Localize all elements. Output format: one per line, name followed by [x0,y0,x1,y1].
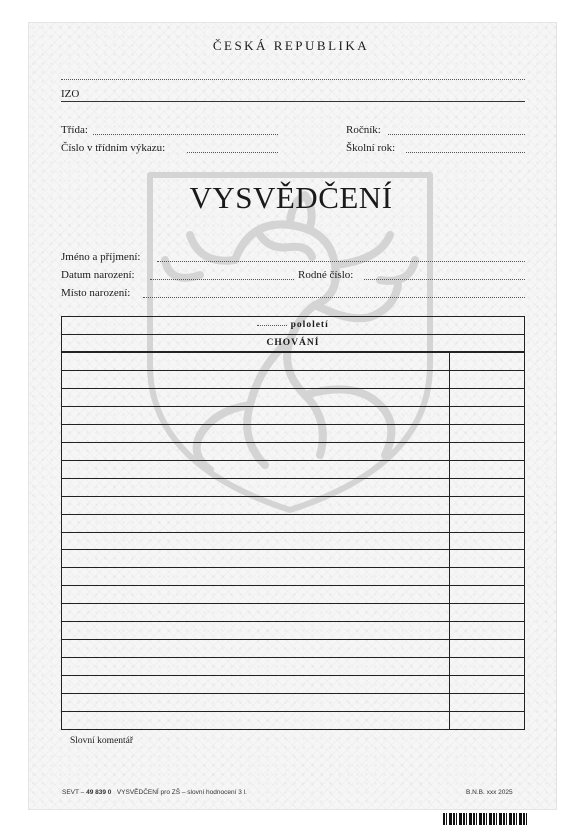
rodne-cislo-label: Rodné číslo: [298,269,354,281]
upper-dotted-line [61,79,525,80]
grid-header-divider [62,334,524,335]
datum-narozeni-label: Datum narození: [61,269,135,281]
jmeno-label: Jméno a příjmení: [61,251,141,263]
chovani-label: CHOVÁNÍ [266,338,320,348]
misto-narozeni-field[interactable] [143,297,525,298]
grades-table [61,316,525,730]
table-row-divider [62,711,524,712]
document-title: VYSVĚDČENÍ [189,180,393,215]
rocnik-field[interactable] [388,134,525,135]
trida-label: Třída: [61,124,88,136]
table-row-divider [62,514,524,515]
footer-code: 49 839 0 [86,789,112,796]
izo-label: IZO [61,88,80,100]
table-row-divider [62,478,524,479]
table-row-divider [62,639,524,640]
barcode-icon [443,813,527,825]
misto-narozeni-label: Místo narození: [61,287,131,299]
table-row-divider [62,388,524,389]
table-row-divider [62,675,524,676]
table-row-divider [62,621,524,622]
datum-narozeni-field[interactable] [150,279,294,280]
grid-grade-column-divider [449,352,450,729]
rocnik-label: Ročník: [346,124,381,136]
grid-chovani-divider [62,351,524,353]
slovni-komentar-label: Slovní komentář [70,736,134,746]
skolni-rok-label: Školní rok: [346,142,396,154]
pololeti-field[interactable] [257,325,287,326]
rodne-cislo-field[interactable] [364,279,525,280]
table-row-divider [62,406,524,407]
cislo-vykazu-field[interactable] [187,152,278,153]
table-row-divider [62,532,524,533]
trida-field[interactable] [93,134,278,135]
table-row-divider [62,657,524,658]
table-row-divider [62,585,524,586]
izo-underline [61,101,525,102]
skolni-rok-field[interactable] [406,152,525,153]
jmeno-field[interactable] [157,261,525,262]
country-heading: ČESKÁ REPUBLIKA [212,38,370,53]
table-row-divider [62,370,524,371]
table-row-divider [62,603,524,604]
cislo-vykazu-label: Číslo v třídním výkazu: [61,142,166,154]
table-row-divider [62,460,524,461]
pololeti-label [62,320,524,330]
table-row-divider [62,693,524,694]
table-row-divider [62,496,524,497]
table-row-divider [62,549,524,550]
table-row-divider [62,442,524,443]
table-row-divider [62,567,524,568]
footer-description: VYSVĚDČENÍ pro ZŠ – slovní hodnocení 3 l. [116,789,247,796]
footer-print-code: B.N.B. xxx 2025 [466,789,513,796]
footer-form-code [62,789,247,796]
table-row-divider [62,424,524,425]
pololeti-text: pololetí [290,320,329,330]
footer-code-prefix: SEVT – [62,789,87,796]
